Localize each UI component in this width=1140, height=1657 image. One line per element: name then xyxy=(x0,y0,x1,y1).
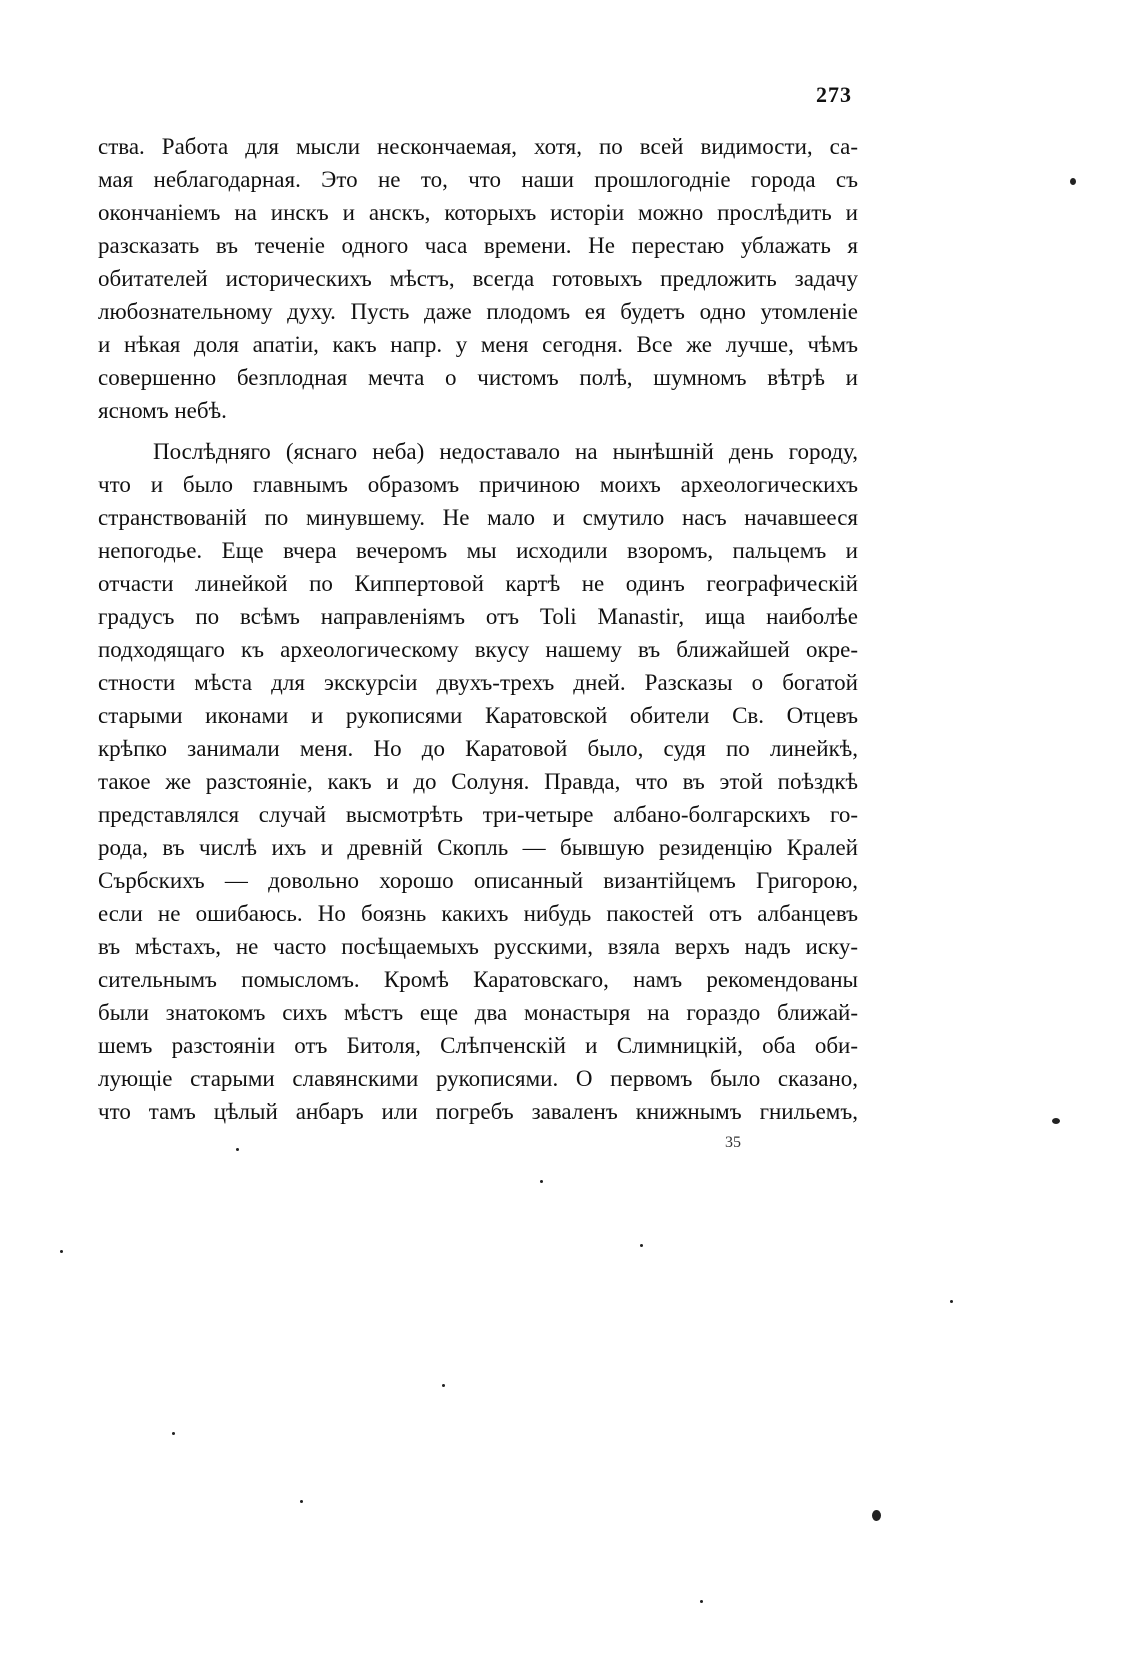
text-line: стности мѣста для экскурсіи двухъ-трехъ дней. Разсказы о богатой xyxy=(98,670,858,695)
scan-speck xyxy=(60,1250,63,1253)
text-line: подходящаго къ археологическому вкусу нашему въ ближайшей окре- xyxy=(98,637,858,662)
text-line: шемъ разстояніи отъ Битоля, Слѣпченскій и Слимницкій, оба оби- xyxy=(98,1033,858,1058)
scan-speck xyxy=(640,1244,643,1247)
text-line: такое же разстояніе, какъ и до Солуня. Правда, что въ этой поѣздкѣ xyxy=(98,769,858,794)
scan-speck xyxy=(300,1500,303,1503)
text-line: если не ошибаюсь. Но боязнь какихъ нибудь пакостей отъ албанцевъ xyxy=(98,901,858,926)
scan-speck xyxy=(1070,178,1076,185)
text-line: окончаніемъ на инскъ и анскъ, которыхъ исторіи можно прослѣдить и xyxy=(98,200,858,225)
paragraph-1 xyxy=(98,130,858,427)
body-text xyxy=(98,130,858,1128)
paragraph-2 xyxy=(98,435,858,1128)
text-line: были знатокомъ сихъ мѣстъ еще два монастыря на гораздо ближай- xyxy=(98,1000,858,1025)
text-line: крѣпко занимали меня. Но до Каратовой было, судя по линейкѣ, xyxy=(98,736,858,761)
text-line: и нѣкая доля апатіи, какъ напр. у меня сегодня. Все же лучше, чѣмъ xyxy=(98,332,858,357)
scan-speck xyxy=(1052,1118,1060,1124)
text-line: Сърбскихъ — довольно хорошо описанный византійцемъ Григорою, xyxy=(98,868,858,893)
text-line: что тамъ цѣлый анбаръ или погребъ заваленъ книжнымъ гнильемъ, xyxy=(98,1099,858,1124)
text-line: ства. Работа для мысли нескончаемая, хотя, по всей видимости, са- xyxy=(98,134,858,159)
text-line: лующіе старыми славянскими рукописями. О первомъ было сказано, xyxy=(98,1066,858,1091)
scan-speck xyxy=(540,1180,543,1183)
scan-speck xyxy=(700,1600,703,1603)
text-line: разсказать въ теченіе одного часа времени. Не перестаю ублажать я xyxy=(98,233,858,258)
text-line: любознательному духу. Пусть даже плодомъ ея будетъ одно утомленіе xyxy=(98,299,858,324)
text-line: сительнымъ помысломъ. Кромѣ Каратовскаго, намъ рекомендованы xyxy=(98,967,858,992)
scan-speck xyxy=(872,1510,881,1521)
text-line: обитателей историческихъ мѣстъ, всегда готовыхъ предложить задачу xyxy=(98,266,858,291)
text-line: ясномъ небѣ. xyxy=(98,398,227,423)
text-line: Послѣдняго (яснаго неба) недоставало на нынѣшній день городу, xyxy=(153,439,858,464)
text-line: градусъ по всѣмъ направленіямъ отъ Toli Manastir, ища наиболѣе xyxy=(98,604,858,629)
signature-mark: 35 xyxy=(725,1134,741,1151)
text-line: непогодье. Еще вчера вечеромъ мы исходили взоромъ, пальцемъ и xyxy=(98,538,858,563)
scan-speck xyxy=(442,1384,445,1387)
text-line: рода, въ числѣ ихъ и древній Скопль — бывшую резиденцію Кралей xyxy=(98,835,858,860)
text-line: отчасти линейкой по Киппертовой картѣ не одинъ географическій xyxy=(98,571,858,596)
text-line: странствованій по минувшему. Не мало и смутило насъ начавшееся xyxy=(98,505,858,530)
page-number: 273 xyxy=(816,82,852,107)
text-line: представлялся случай высмотрѣть три-четыре албано-болгарскихъ го- xyxy=(98,802,858,827)
scan-speck xyxy=(236,1148,239,1151)
scan-speck xyxy=(950,1300,953,1303)
text-line: совершенно безплодная мечта о чистомъ полѣ, шумномъ вѣтрѣ и xyxy=(98,365,858,390)
text-line: что и было главнымъ образомъ причиною моихъ археологическихъ xyxy=(98,472,858,497)
scan-speck xyxy=(172,1432,175,1435)
text-line: мая неблагодарная. Это не то, что наши прошлогодніе города съ xyxy=(98,167,858,192)
text-line: въ мѣстахъ, не часто посѣщаемыхъ русскими, взяла верхъ надъ иску- xyxy=(98,934,858,959)
text-line: старыми иконами и рукописями Каратовской обители Св. Отцевъ xyxy=(98,703,858,728)
